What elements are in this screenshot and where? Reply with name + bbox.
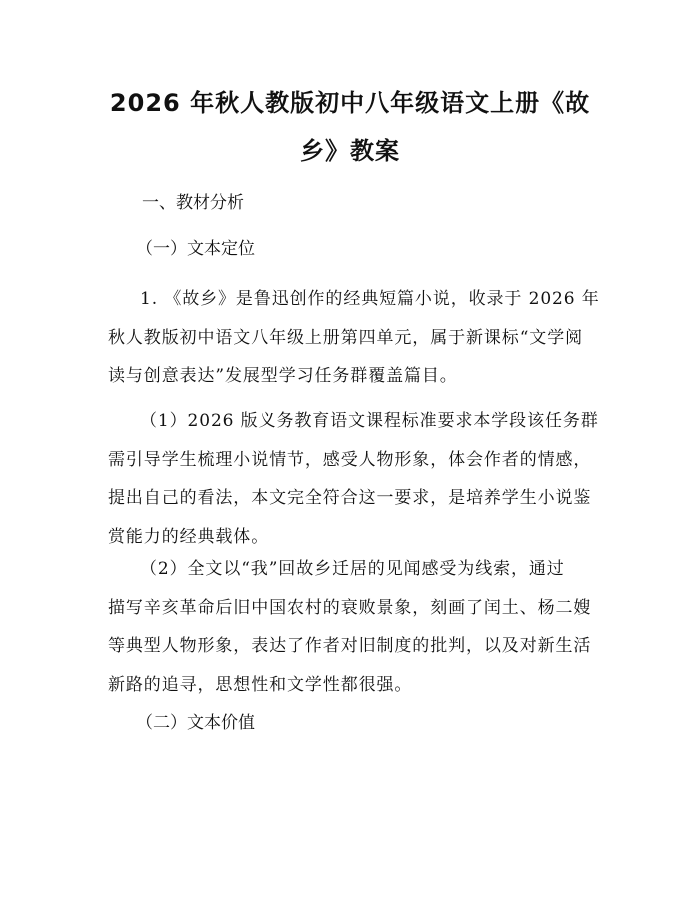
paragraph-curriculum-standard (108, 411, 602, 565)
paragraph-line: 新路的追寻，思想性和文学性都很强。 (108, 674, 413, 695)
paragraph-line: 提出自己的看法，本文完全符合这一要求，是培养学生小说鉴 (108, 488, 592, 508)
paragraph-line: 描写辛亥革命后旧中国农村的衰败景象，刻画了闰土、杨二嫂 (108, 597, 592, 618)
paragraph-line: 秋人教版初中语文八年级上册第四单元，属于新课标“文学阅 (108, 327, 583, 348)
paragraph-line: 1. 《故乡》是鲁迅创作的经典短篇小说，收录于 2026 年 (140, 289, 600, 309)
subsection-heading-text-value: （二）文本价值 (136, 713, 255, 733)
paragraph-line: （1）2026 版义务教育语文课程标准要求本学段该任务群 (140, 411, 599, 431)
paragraph-text-positioning (108, 289, 602, 405)
paragraph-line: 需引导学生梳理小说情节，感受人物形象，体会作者的情感， (108, 449, 592, 470)
paragraph-content-summary (108, 559, 602, 713)
subsection-heading-text-positioning: （一）文本定位 (136, 239, 255, 259)
paragraph-line: 等典型人物形象，表达了作者对旧制度的批判，以及对新生活 (108, 636, 592, 656)
document-title-line-1: 2026 年秋人教版初中八年级语文上册《故 (109, 89, 591, 117)
paragraph-line: （2）全文以“我”回故乡迁居的见闻感受为线索，通过 (140, 559, 565, 579)
section-heading-textbook-analysis: 一、教材分析 (142, 193, 244, 213)
paragraph-line: 赏能力的经典载体。 (108, 526, 270, 547)
paragraph-line: 读与创意表达”发展型学习任务群覆盖篇目。 (108, 366, 458, 386)
document-title-line-2: 乡》教案 (300, 137, 400, 165)
